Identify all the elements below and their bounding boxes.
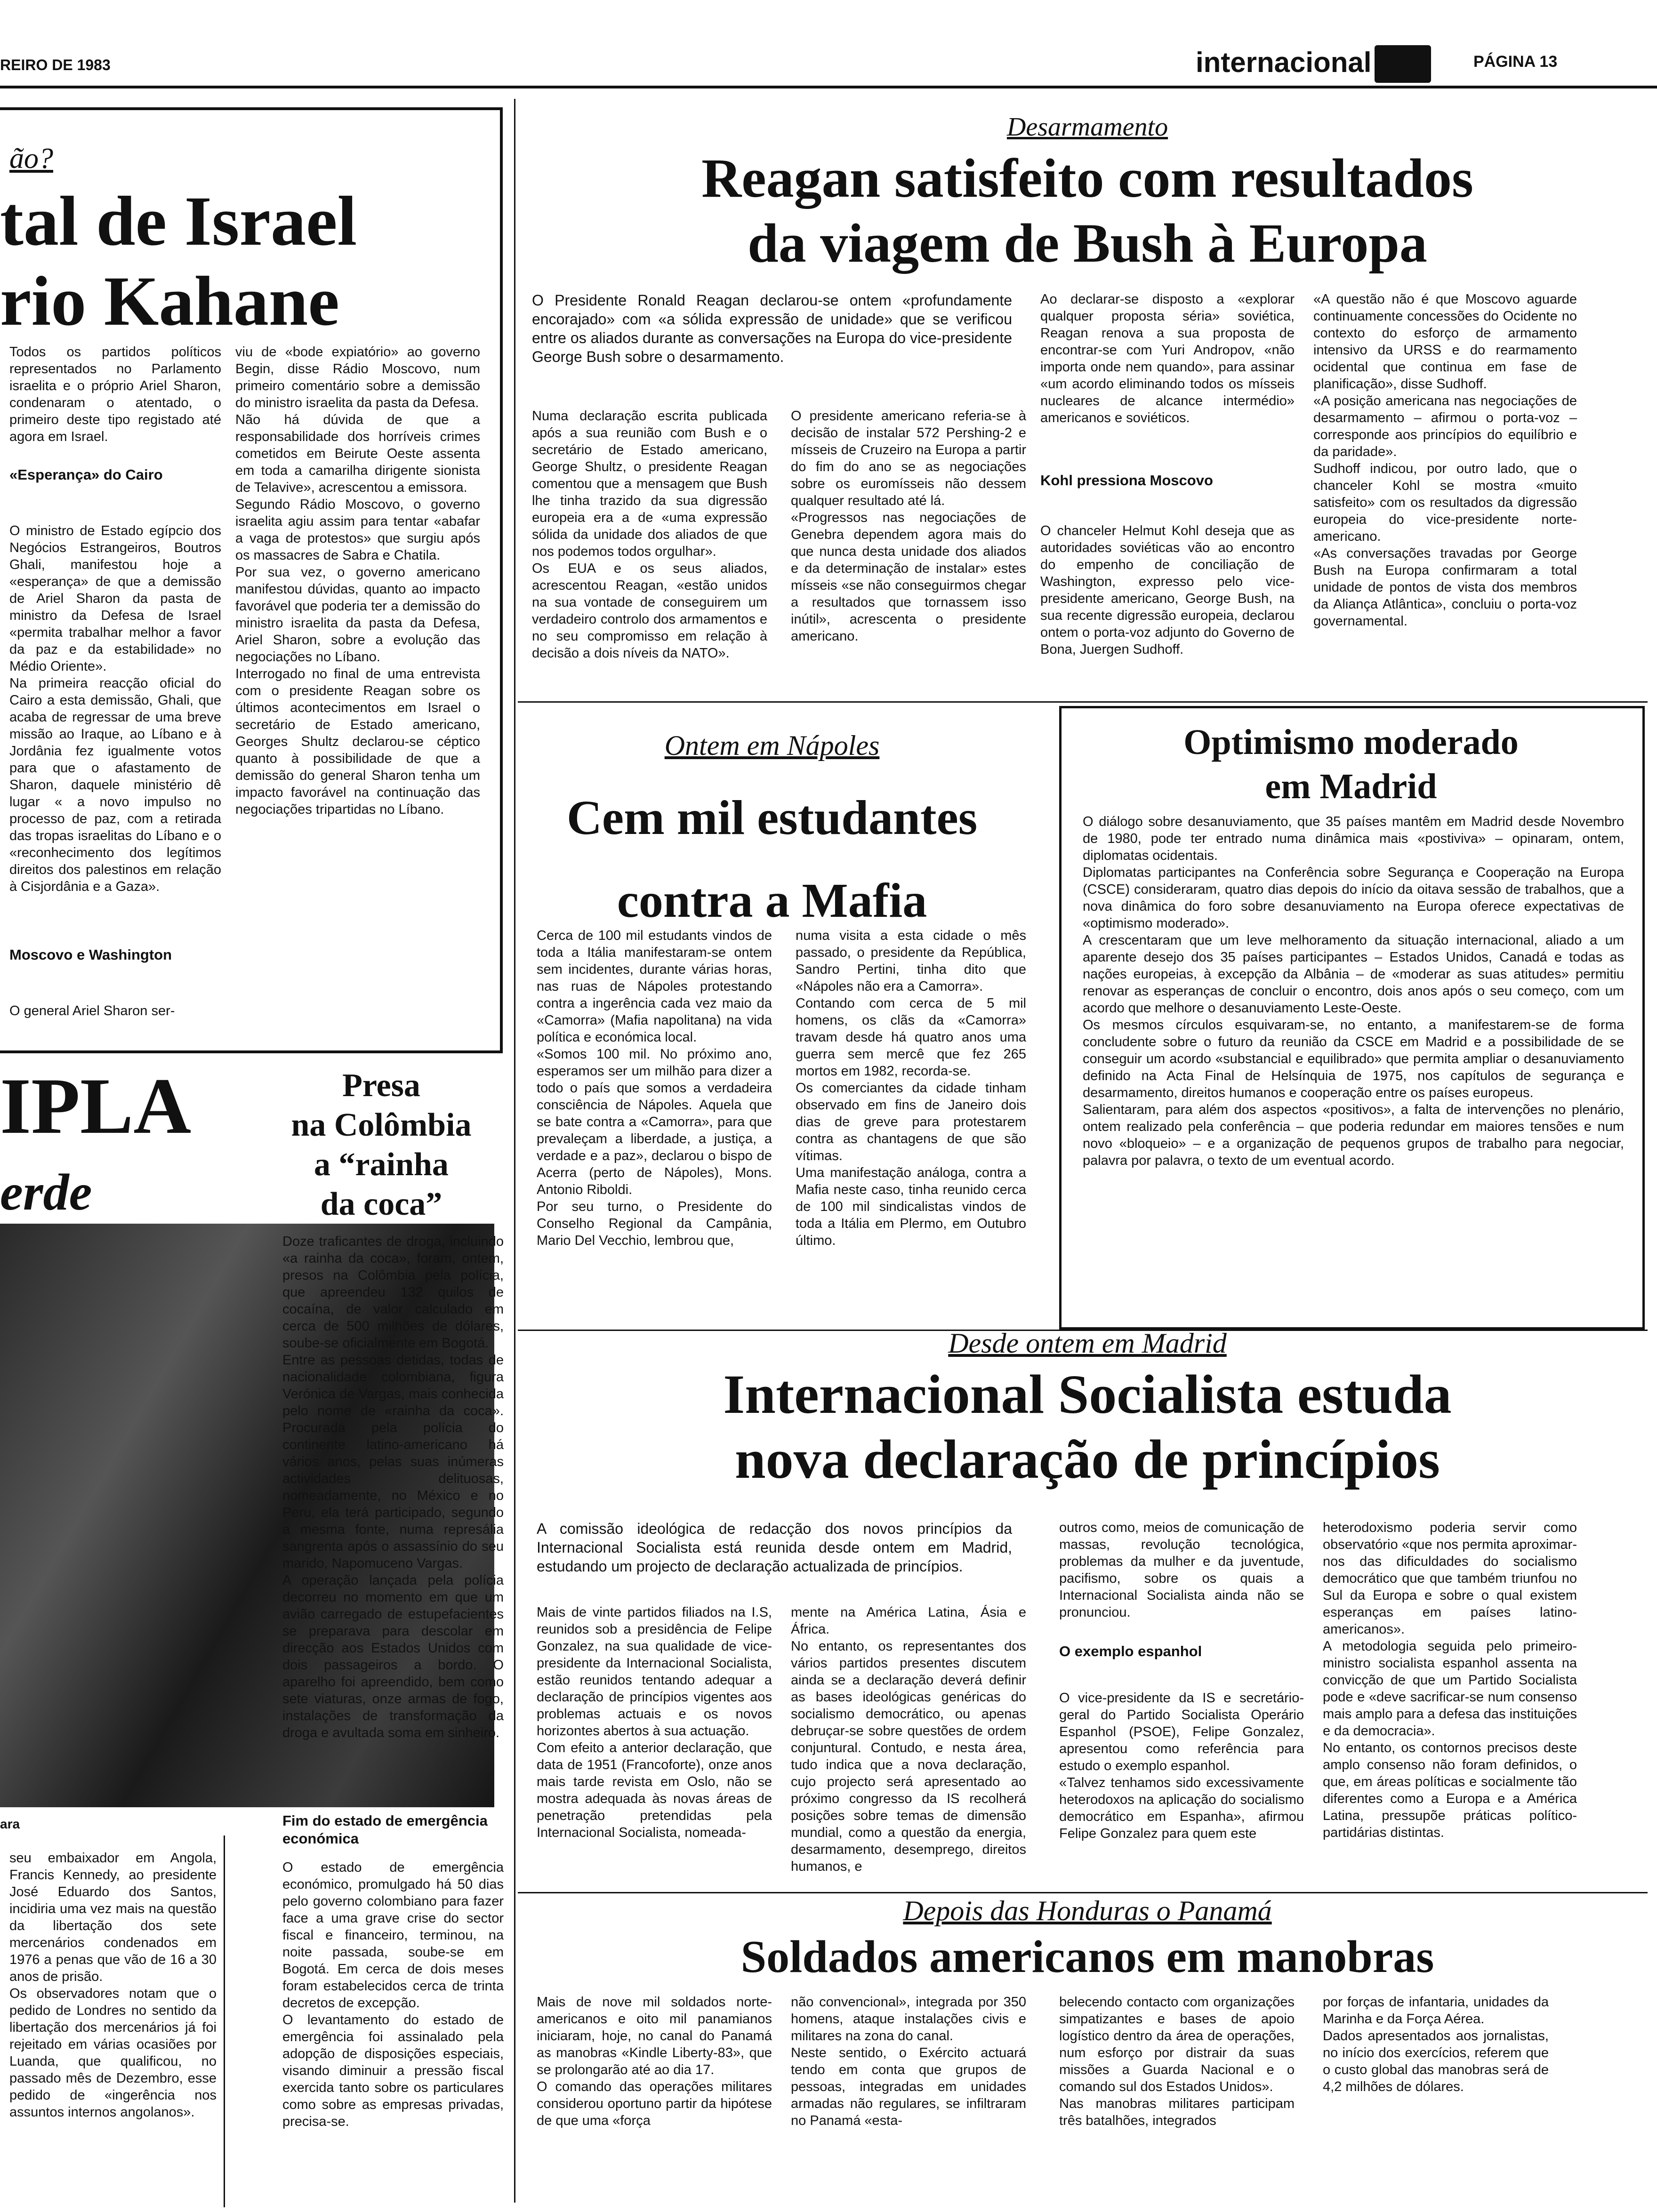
napoles-col1: Cerca de 100 mil estudants vindos de toda a Itália manifestaram-se ontem sem incidentes, durante várias horas, nas ruas de Nápoles protestando contra a ingerência cada vez maio da «Camorra» (Mafia napolitana) na vida política e económica local. «Somos 100 mil. No próximo ano, esperamos ser um milhão para dizer a todo o país que somos a verdadeira consciência de Nápoles. Aquela que se bate contra a «Camorra», para que prevaleçam a liberdade, a justiça, a verdade e a paz», declarou o bispo de Acerra (perto de Nápoles), Mons. Antonio Riboldi. Por seu turno, o Presidente do Conselho Regional da Campânia, Mario Del Vecchio, lembrou que, (537, 928, 772, 1248)
left-col2-text: viu de «bode expiatório» ao governo Begin, disse Rádio Moscovo, num primeiro comentário sobre a demissão do ministro israelita da pasta da Defesa. Não há dúvida de que a responsabilidade dos horríveis crimes cometidos em Beirute Oeste assenta em toda a camarilha dirigente sionista de Telavive», acrescentou a emissora. Segundo Rádio Moscovo, o governo israelita agiu assim para tentar «abafar a vaga de protestos» que surgiu após os massacres de Sabra e Chatila. Por sua vez, o governo americano manifestou dúvidas, quanto ao impacto favorável que poderia ter a demissão do ministro israelita da pasta da Defesa, Ariel Sharon, sobre a evolução das negociações no Líbano. Interrogado no final de uma entrevista com o presidente Reagan sobre os últimos acontecimentos em Israel o secretário de Estado americano, Georges Shultz declarou-se céptico quanto à possibilidade de que a demissão do general Sharon tenha um impacto favorável na continuação das negociações tripartidas no Líbano. (235, 345, 480, 817)
madrid-text: O diálogo sobre desanuviamento, que 35 países mantêm em Madrid desde Novembro de 1980, pode ter entrado numa dinâmica mais «postiviva» – opinaram, ontem, diplomatas ocidentais. Diplomatas participantes na Conferência sobre Segurança e Cooperação na Europa (CSCE) consideraram, quatro dias depois do início da oitava sessão de trabalhos, que a nova dinâmica do foro sobre desanuviamento na Europa oferece expectativas de «optimismo moderado». A crescentaram que um leve melhoramento da situação internacional, aliado a um aparente desejo dos 35 países participantes – Estados Unidos, Canadá e todas as nações europeias, à excepção da Albânia – de «moderar as suas atitudes» permitiu renovar as esperanças de concluir o encontro, dois anos após o seu começo, com um acordo que melhore o desanuviamento Leste-Oeste. Os mesmos círculos esquivaram-se, no entanto, a manifestarem-se de forma concludente sobre o futuro da reunião da CSCE em Madrid e a possibilidade de se conseguir um acordo «substancial e equilibrado» que permita ampliar o desanuviamento definido na Acta Final de Helsínquia de 1975, nos capítulos de segurança e desarmamento, direitos humanos e cooperação entre os países europeus. Salientaram, para além dos aspectos «positivos», a falta de intervenções no plenário, ontem realizado pela conferência – que poderia redundar em maiores tensões e num novo «bloqueio» – e a organização de pequenos grupos de trabalho para negociar, palavra por palavra, o texto de um eventual acordo. (1083, 814, 1624, 1168)
honduras-col4: por forças de infantaria, unidades da Marinha e da Força Aérea. Dados apresentados aos jornalistas, no início dos exercícios, referem que o custo global das manobras será de 4,2 milhões de dólares. (1323, 1995, 1549, 2094)
photo-caption: ara (0, 1817, 20, 1831)
left-headline-1: tal de Israel (0, 182, 357, 260)
header-rule (0, 86, 1657, 88)
page-number: PÁGINA 13 (1473, 53, 1558, 71)
colombia-subhead: Fim do estado de emergência económica (282, 1812, 488, 1847)
socialista-headline: Internacional Socialista estuda nova declaração de princípios (723, 1363, 1452, 1490)
honduras-top-rule (518, 1892, 1648, 1893)
colombia-headline: Presa na Colômbia a “rainha da coca” (291, 1067, 472, 1222)
colombia-text: Doze traficantes de droga, incluindo «a rainha da coca», foram, ontem, presos na Colômbia pela polícia, que apreendeu 132 quilos de cocaína, de valor calculado em cerca de 500 milhões de dólares, soube-se oficialmente em Bogotá. Entre as pessoas detidas, todas de nacionalidade colombiana, figura Verónica de Vargas, mais conhecida pelo nome de «rainha da coca». Procurada pela polícia do continente latino-americano há vários anos, pelas suas inúmeras actividades delituosas, nomeadamente, no México e no Peru, ela terá participado, segundo a mesma fonte, numa represália sangrenta após o assassínio do seu marido, Napomuceno Vargas. A operação lançada pela polícia decorreu no momento em que um avião carregado de estupefacientes se preparava para descolar em direcção aos Estados Unidos com dois passageiros a bordo. O aparelho foi apreendido, bem como sete viaturas, onze armas de fogo, instalações de transformação da droga e avultada soma em sinheiro. (282, 1234, 504, 1740)
page-date: REIRO DE 1983 (0, 56, 111, 73)
reagan-col4: «A questão não é que Moscovo aguarde continuamente concessões do Ocidente no contexto do esforço de armamento intensivo da URSS e do rearmamento ocidental que continua em fase de planificação», disse Sudhoff. «A posição americana nas negociações de desarmamento – afirmou o porta-voz – corresponde aos princípios do equilíbrio e da paridade». Sudhoff indicou, por outro lado, que o chanceler Kohl se mostra «muito satisfeito» com os resultados da digressão europeia do vice-presidente norte-americano. «As conversações travadas por George Bush na Europa confirmaram a total unidade de pontos de vista dos membros da Aliança Atlântica», concluiu o porta-voz governamental. (1313, 292, 1577, 629)
mpla-subhead: erde (0, 1163, 92, 1221)
socialista-col3b: O vice-presidente da IS e secretário-geral do Partido Socialista Operário Espanhol (PSOE), Felipe Gonzalez, apresentou como referência para estudo o exemplo espanhol. «Talvez tenhamos sido excessivamente heterodoxos na aplicação do socialismo democrático em Espanha», afirmou Felipe Gonzalez para quem este (1059, 1691, 1304, 1841)
section-title: internacional (1196, 47, 1372, 78)
colombia-divider (224, 1835, 225, 2207)
honduras-col3: belecendo contacto com organizações simpatizantes e bases de apoio logístico dentro da área de operações, num esforço por distrair da suas missões a Guarda Nacional e o comando sul dos Estados Unidos». Nas manobras militares participam três batalhões, integrados (1059, 1995, 1295, 2128)
napoles-kicker: Ontem em Nápoles (664, 730, 880, 761)
reagan-col3: Ao declarar-se disposto a «explorar qualquer proposta séria» soviética, Reagan renova a sua proposta de encontrar-se com Yuri Andropov, «não importa onde nem quando», para assinar «um acordo eliminando todos os mísseis nucleares de alcance intermédio» americanos e soviéticos. (1040, 292, 1295, 425)
left-col1-text: Todos os partidos políticos representados no Parlamento israelita e o próprio Ariel Sharon, condenaram o atentado, o primeiro deste tipo registado até agora em Israel. (9, 345, 221, 444)
left-headline-2: rio Kahane (0, 262, 339, 340)
left-col1c-text: O general Ariel Sharon ser- (9, 1003, 175, 1018)
left-col1b-text: O ministro de Estado egípcio dos Negócios Estrangeiros, Boutros Ghali, manifestou hoje a «esperança» de que a demissão de Ariel Sharon da pasta de ministro da Defesa de Israel «permita trabalhar melhor a favor da paz e da estabilidade» no Médio Oriente». Na primeira reacção oficial do Cairo a esta demissão, Ghali, que acaba de regressar de uma breve missão ao Iraque, ao Líbano e à Jordânia fez igualmente votos para que o afastamento de Sharon, daquele ministério dê lugar « a novo impulso no processo de paz, com a retirada das tropas israelitas do Líbano e o «reconhecimento dos legítimos direitos dos palestinos em relação à Cisjordânia e a Gaza». (9, 523, 221, 894)
vertical-divider (514, 99, 515, 2203)
madrid-headline: Optimismo moderado em Madrid (1183, 722, 1519, 806)
napoles-headline: Cem mil estudantes contra a Mafia (566, 791, 978, 928)
honduras-headline: Soldados americanos em manobras (740, 1931, 1434, 1982)
socialista-intro: A comissão ideológica de redacção dos novos princípios da Internacional Socialista está reunida desde ontem em Madrid, estudando um projecto de declaração actualizada de princípios. (537, 1520, 1012, 1575)
socialista-col1: Mais de vinte partidos filiados na I.S, reunidos sob a presidência de Felipe Gonzalez, na sua qualidade de vice-presidente da Internacional Socialista, estão reunidos tentando adequar a declaração de princípios vigentes aos problemas actuais e os novos horizontes abertos à sua actuação. Com efeito a anterior declaração, que data de 1951 (Francoforte), onze anos mais tarde revista em Oslo, não se mostra adequada às novas áreas de penetração pretendidas pela Internacional Socialista, nomeada- (537, 1605, 772, 1840)
honduras-kicker: Depois das Honduras o Panamá (903, 1895, 1272, 1926)
reagan-headline: Reagan satisfeito com resultados da viagem de Bush à Europa (701, 147, 1473, 274)
left-box-border-right (500, 107, 503, 1053)
left-kicker: ão? (9, 143, 53, 175)
reagan-kicker: Desarmamento (1006, 112, 1168, 142)
left-box-border (0, 107, 503, 110)
socialista-subhead: O exemplo espanhol (1059, 1643, 1202, 1659)
section-logo-icon (1375, 45, 1431, 83)
reagan-subhead: Kohl pressiona Moscovo (1040, 472, 1213, 489)
socialista-col3: outros como, meios de comunicação de massas, revolução tecnológica, problemas da mulher e da juventude, pacifismo, sobre os quais a Internacional Socialista ainda não se pronunciou. (1059, 1520, 1304, 1620)
left-subhead-1: «Esperança» do Cairo (9, 466, 163, 483)
socialista-kicker: Desde ontem em Madrid (948, 1328, 1227, 1359)
left-box-border-bottom (0, 1050, 503, 1053)
colombia-text-2: O estado de emergência económico, promulgado há 50 dias pelo governo colombiano para fazer face a uma grave crise do sector fiscal e financeiro, terminou, na noite passada, soube-se em Bogotá. Em cerca de dois meses foram estabelecidos cerca de trinta decretos de excepção. O levantamento do estado de emergência foi assinalado pela adopção de disposições especiais, visando diminuir a pressão fiscal exercida tanto sobre os particulares como sobre as empresas privadas, precisa-se. (282, 1860, 504, 2129)
honduras-col1: Mais de nove mil soldados norte-americanos e oito mil panamianos iniciaram, hoje, no canal do Panamá as manobras «Kindle Liberty-83», que se prolongarão até ao dia 17. O comando das operações militares considerou oportuno partir da hipótese de que uma «força (537, 1995, 772, 2128)
mpla-text: seu embaixador em Angola, Francis Kennedy, ao presidente José Eduardo dos Santos, incidiria uma vez mais na questão da libertação dos sete mercenários condenados em 1976 a penas que vão de 16 a 30 anos de prisão. Os observadores notam que o pedido de Londres no sentido da libertação dos mercenários já foi rejeitado em várias ocasiões por Luanda, que qualificou, no passado mês de Dezembro, esse pedido de «ingerência nos assuntos internos angolanos». (9, 1851, 217, 2120)
napoles-col2: numa visita a esta cidade o mês passado, o presidente da República, Sandro Pertini, tinha dito que «Nápoles não era a Camorra». Contando com cerca de 5 mil homens, os clãs da «Camorra» travam desde há quatro anos uma guerra sem mercê que fez 265 mortos em 1982, recorda-se. Os comerciantes da cidade tinham observado em fins de Janeiro dois dias de greve para protestarem contra as chantagens de que são vítimas. Uma manifestação análoga, contra a Mafia neste caso, tinha reunido cerca de 100 mil sindicalistas vindos de toda a Itália em Plermo, em Outubro último. (796, 928, 1026, 1248)
reagan-col1: Numa declaração escrita publicada após a sua reunião com Bush e o secretário de Estado americano, George Shultz, o presidente Reagan comentou que a mensagem que Bush lhe tinha trazido da sua digressão europeia era a de «uma expressão sólida da unidade dos aliados de que nos podemos todos orgulhar». Os EUA e os seus aliados, acrescentou Reagan, «estão unidos na sua vontade de conseguirem um verdadeiro controlo dos armamentos e no seu compromisso em relação à decisão a dois níveis da NATO». (532, 409, 767, 661)
honduras-col2: não convencional», integrada por 350 homens, ataque instalações civis e militares na zona do canal. Neste sentido, o Exército actuará tendo em conta que grupos de pessoas, integradas em unidades armadas não regulares, se infiltraram no Panamá «esta- (791, 1995, 1026, 2128)
socialista-col4: heterodoxismo poderia servir como observatório «que nos permita aproximar-nos das dificuldades do socialismo democrático que que também triunfou no Sul da Europa e sobre o qual existem esperanças em países latino-americanos». A metodologia seguida pelo primeiro-ministro socialista espanhol assenta na convicção de que um Partido Socialista pode e «deve sacrificar-se num consenso mais amplo para a defesa das instituições e da democracia». No entanto, os contornos precisos deste amplo consenso não foram definidos, o que, em áreas políticas e socialmente tão diferentes como a Europa e a América Latina, pressupõe práticas político-partidárias distintas. (1323, 1520, 1577, 1840)
reagan-col3b: O chanceler Helmut Kohl deseja que as autoridades soviéticas vão ao encontro do empenho de conciliação de Washington, expresso pelo vice-presidente americano, George Bush, na sua recente digressão europeia, declarou ontem o porta-voz adjunto do Governo de Bona, Juergen Sudhoff. (1040, 523, 1295, 657)
reagan-bottom-rule (518, 701, 1648, 703)
left-subhead-2: Moscovo e Washington (9, 946, 172, 963)
mpla-headline: IPLA (0, 1062, 192, 1150)
reagan-intro: O Presidente Ronald Reagan declarou-se ontem «profundamente encorajado» com «a sólida expressão de unidade» que se verificou entre os aliados durante as conversações na Europa do vice-presidente George Bush sobre o desarmamento. (532, 292, 1012, 365)
socialista-col2: mente na América Latina, Ásia e África. No entanto, os representantes dos vários partidos presentes discutem ainda se a declaração deverá definir as bases ideológicas genéricas do socialismo democrático, ou apenas debruçar-se sobre questões de ordem conjuntural. Contudo, e nesta área, tudo indica que a nova declaração, cujo projecto será apresentado ao próximo congresso da IS recolherá posições sobre temas de dimensão mundial, como a questão da energia, desarmamento, desemprego, direitos humanos, e (791, 1605, 1026, 1874)
reagan-col2: O presidente americano referia-se à decisão de instalar 572 Pershing-2 e mísseis de Cruzeiro na Europa a partir do fim do ano se as negociações sobre os euromísseis não dessem qualquer resultado até lá. «Progressos nas negociações de Genebra dependem agora mais do que nunca desta unidade dos aliados e da determinação de instalar» estes mísseis «se não conseguirmos chegar a resultados que tornassem isso inútil», acrescenta o presidente americano. (791, 409, 1026, 644)
